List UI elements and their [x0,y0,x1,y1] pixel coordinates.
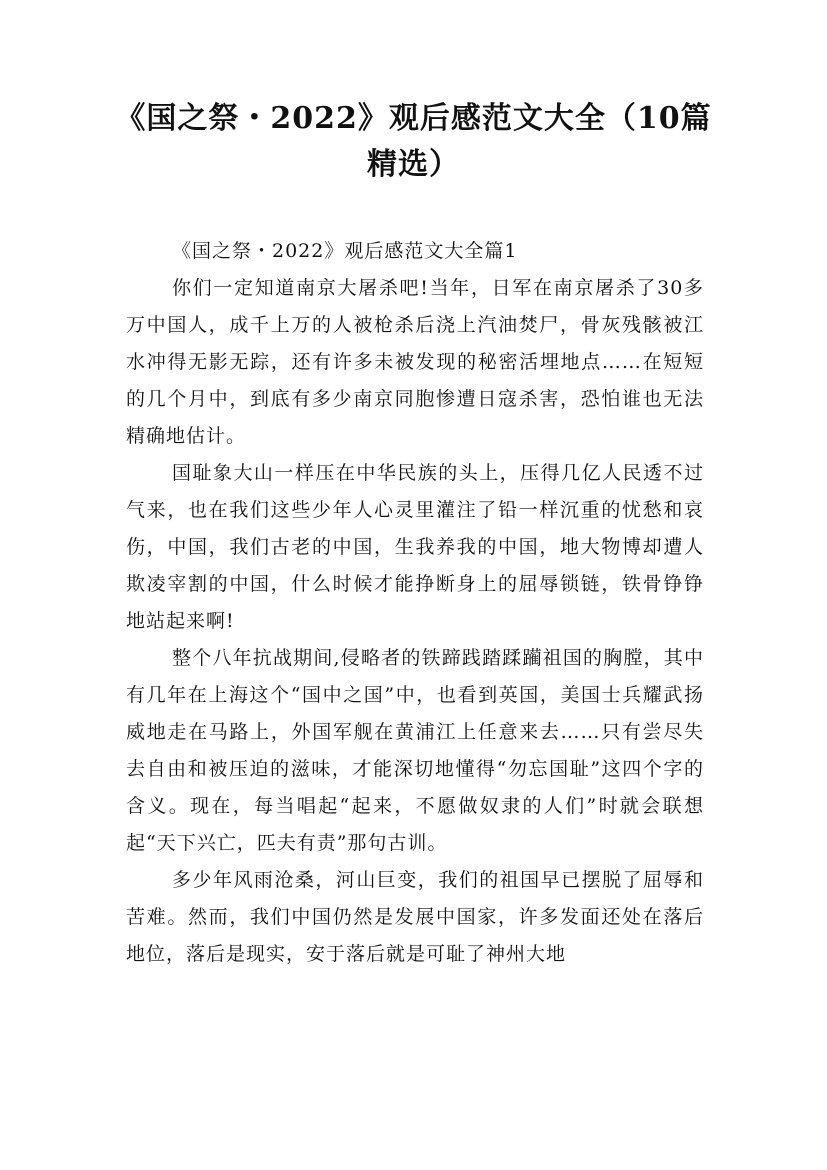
paragraph-2: 国耻象大山一样压在中华民族的头上，压得几亿人民透不过气来，也在我们这些少年人心灵里灌注了铅一样沉重的忧愁和哀伤，中国，我们古老的中国，生我养我的中国，地大物博却遭人欺凌宰割的中国，什么时候才能挣断身上的屈辱锁链，铁骨铮铮地站起来啊! [126,462,704,632]
paragraph-4: 多少年风雨沧桑，河山巨变，我们的祖国早已摆脱了屈辱和苦难。然而，我们中国仍然是发展中国家，许多发面还处在落后地位，落后是现实，安于落后就是可耻了神州大地 [126,869,704,965]
section-heading: 《国之祭・2022》观后感范文大全篇1 [172,240,518,262]
paragraph-1: 你们一定知道南京大屠杀吧!当年，日军在南京屠杀了30多万中国人，成千上万的人被枪杀后浇上汽油焚尸，骨灰残骸被江水冲得无影无踪，还有许多未被发现的秘密活埋地点……在短短的几个月中，到底有多少南京同胞惨遭日寇杀害，恐怕谁也无法精确地估计。 [126,277,704,447]
document-title: 《国之祭・2022》观后感范文大全（10篇精选） [115,101,712,182]
document-body [126,233,704,973]
paragraph-3: 整个八年抗战期间,侵略者的铁蹄践踏蹂躏祖国的胸膛，其中有几年在上海这个“国中之国”中，也看到英国，美国士兵耀武扬威地走在马路上，外国军舰在黄浦江上任意来去……只有尝尽失去自由和被压迫的滋味，才能深切地懂得“勿忘国耻”这四个字的含义。现在，每当唱起“起来，不愿做奴隶的人们”时就会联想起“天下兴亡，匹夫有责”那句古训。 [126,647,704,854]
